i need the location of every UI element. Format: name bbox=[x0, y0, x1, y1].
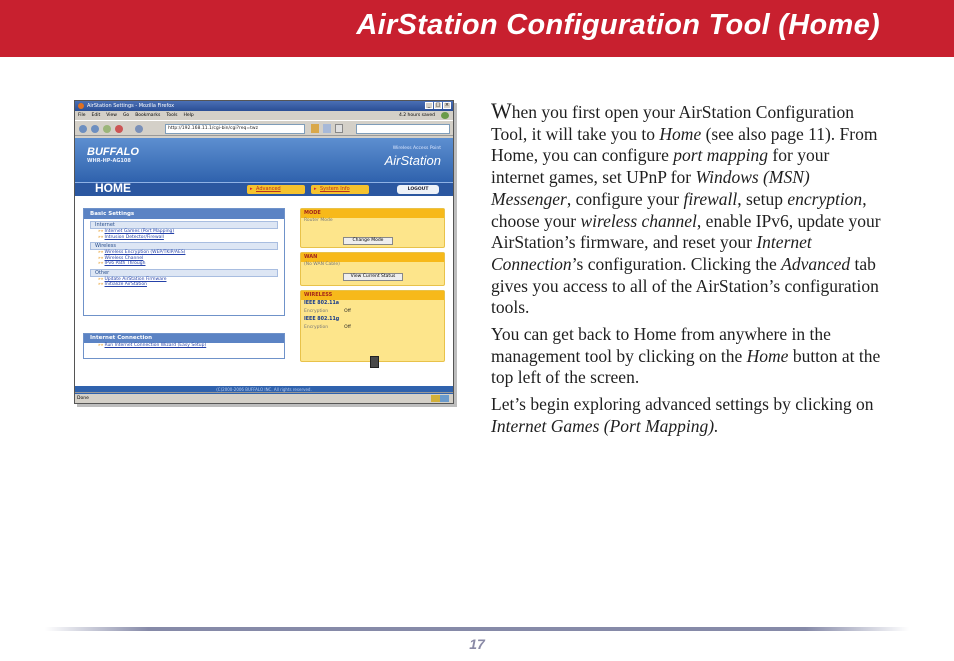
wizard-link[interactable]: »» Run Internet Connection Wizard (Easy Setup) bbox=[98, 343, 284, 349]
emphasis: Windows (MSN) Messenger bbox=[491, 167, 810, 209]
text: for your internet games, set UPnP for bbox=[491, 145, 830, 188]
saved-time: 4.2 hours saved bbox=[398, 113, 435, 118]
text: You can get back to Home from anywhere in the management tool by clicking on the bbox=[491, 324, 831, 366]
port-mapping-link[interactable]: »» Internet Games (Port Mapping) bbox=[98, 229, 284, 235]
advanced-tab[interactable]: ▸ Advanced bbox=[247, 185, 305, 194]
menu-help[interactable]: Help bbox=[183, 113, 194, 118]
band-g-label: IEEE 802.11g bbox=[304, 317, 340, 322]
browser-status-bar bbox=[75, 392, 453, 403]
airstation-logo: AirStation bbox=[384, 153, 441, 168]
emphasis: Home bbox=[659, 123, 702, 144]
firmware-link[interactable]: »» Update AirStation Firmware bbox=[98, 277, 284, 283]
logout-button[interactable]: LOGOUT bbox=[397, 185, 439, 194]
basic-settings-heading: Basic Settings bbox=[84, 209, 284, 219]
status-icons bbox=[431, 395, 449, 402]
model-name: WHR-HP-AG108 bbox=[87, 158, 131, 164]
mode-value: Router Mode bbox=[304, 218, 333, 223]
wan-note: (No WAN Cable) bbox=[304, 262, 340, 267]
text: (see also page 11). From Home, you can configure bbox=[491, 123, 878, 166]
emphasis: encryption bbox=[787, 188, 863, 209]
encryption-label: Encryption bbox=[304, 309, 329, 314]
maximize-icon[interactable]: □ bbox=[435, 102, 441, 108]
emphasis: Internet Connection bbox=[491, 232, 812, 274]
text: hen you first open your AirStation Configuration Tool, it will take you to bbox=[491, 102, 854, 144]
menu-tools[interactable]: Tools bbox=[166, 113, 178, 118]
search-input[interactable] bbox=[356, 124, 450, 134]
encryption-value: Off bbox=[344, 325, 351, 330]
page-icon[interactable] bbox=[335, 124, 343, 133]
text: tab gives you access to all of the AirStation’s configuration tools. bbox=[491, 253, 879, 318]
back-icon[interactable] bbox=[79, 125, 87, 133]
product-tag: Wireless Access Point bbox=[392, 146, 441, 151]
paragraph-intro bbox=[491, 100, 886, 319]
basic-settings-panel bbox=[83, 208, 285, 316]
emphasis: Advanced bbox=[781, 253, 851, 274]
emphasis: Internet Games (Port Mapping). bbox=[491, 415, 719, 436]
airstation-page bbox=[75, 138, 453, 394]
text: button at the top left of the screen. bbox=[491, 345, 881, 388]
menu-edit[interactable]: Edit bbox=[91, 113, 101, 118]
home-bar bbox=[75, 182, 453, 196]
encryption-value: Off bbox=[344, 309, 351, 314]
browser-menu-bar bbox=[75, 111, 453, 120]
firewall-link[interactable]: »» Intrusion Detector/Firewall bbox=[98, 235, 284, 241]
text: Let’s begin exploring advanced settings by clicking on bbox=[491, 394, 874, 415]
footer-rule bbox=[45, 627, 909, 631]
internet-connection-panel bbox=[83, 333, 285, 359]
emphasis: port mapping bbox=[673, 145, 769, 166]
ipv6-link[interactable]: »» IPv6 Path Through bbox=[98, 261, 284, 267]
internet-section: Internet bbox=[90, 221, 278, 229]
browser-window-title: AirStation Settings - Mozilla Firefox bbox=[87, 103, 175, 109]
browser-toolbar bbox=[75, 120, 453, 136]
change-mode-button[interactable]: Change Mode bbox=[343, 237, 393, 245]
drop-cap: W bbox=[491, 98, 512, 123]
band-g-encryption bbox=[301, 324, 444, 332]
text: , enable IPv6, update your AirStation’s firmware, and reset your bbox=[491, 210, 881, 253]
text: ’s configuration. Clicking the bbox=[571, 253, 782, 274]
page-number: 17 bbox=[469, 636, 485, 652]
wireless-section: Wireless bbox=[90, 242, 278, 250]
close-icon[interactable]: × bbox=[444, 102, 450, 108]
wan-card bbox=[300, 252, 445, 286]
aoss-button-icon[interactable] bbox=[370, 356, 379, 368]
initialize-link[interactable]: »» Initialize AirStation bbox=[98, 282, 284, 288]
wireless-title: WIRELESS bbox=[301, 291, 444, 300]
menu-bookmarks[interactable]: Bookmarks bbox=[135, 113, 161, 118]
channel-link[interactable]: »» Wireless Channel bbox=[98, 256, 284, 262]
menu-view[interactable]: View bbox=[106, 113, 117, 118]
wireless-card bbox=[300, 290, 445, 362]
text: , choose your bbox=[491, 188, 867, 231]
system-info-tab[interactable]: ▸ System Info bbox=[311, 185, 369, 194]
paragraph-home bbox=[491, 324, 886, 389]
airstation-screenshot bbox=[74, 100, 454, 404]
wan-title: WAN bbox=[301, 253, 444, 262]
reload-icon[interactable] bbox=[103, 125, 111, 133]
encryption-link[interactable]: »» Wireless Encryption (WEP/TKIP/AES) bbox=[98, 250, 284, 256]
paragraph-begin bbox=[491, 394, 886, 437]
emphasis: wireless channel bbox=[580, 210, 697, 231]
buffalo-banner bbox=[75, 138, 453, 182]
copyright-bar: (C)2000-2006 BUFFALO INC. All rights reserved. bbox=[75, 386, 453, 394]
view-status-button[interactable]: View Current Status bbox=[343, 273, 403, 281]
encryption-label: Encryption bbox=[304, 325, 329, 330]
header-bar bbox=[0, 0, 954, 57]
emphasis: firewall bbox=[683, 188, 738, 209]
page-title: AirStation Configuration Tool (Home) bbox=[356, 9, 880, 41]
home-icon[interactable] bbox=[135, 125, 143, 133]
home-heading: HOME bbox=[95, 181, 131, 195]
window-controls bbox=[425, 102, 451, 109]
body-text bbox=[491, 100, 886, 443]
url-input[interactable]: http://192.168.11.1/cgi-bin/cgi?req=twz bbox=[165, 124, 305, 134]
forward-icon[interactable] bbox=[91, 125, 99, 133]
bookmark-icon[interactable] bbox=[323, 124, 331, 133]
minimize-icon[interactable]: _ bbox=[425, 102, 433, 109]
stop-icon[interactable] bbox=[115, 125, 123, 133]
menu-file[interactable]: File bbox=[78, 113, 86, 118]
feed-icon[interactable] bbox=[311, 124, 319, 133]
status-text: Done bbox=[77, 396, 89, 401]
firefox-icon bbox=[78, 103, 84, 109]
text: , configure your bbox=[566, 188, 684, 209]
mode-card bbox=[300, 208, 445, 248]
buffalo-logo: BUFFALO bbox=[87, 146, 139, 158]
status-icon bbox=[441, 112, 449, 119]
internet-connection-heading: Internet Connection bbox=[84, 334, 284, 343]
text: , setup bbox=[737, 188, 788, 209]
other-section: Other bbox=[90, 269, 278, 277]
browser-title-bar bbox=[75, 101, 453, 111]
menu-go[interactable]: Go bbox=[122, 113, 130, 118]
mode-title: MODE bbox=[301, 209, 444, 218]
band-a-label: IEEE 802.11a bbox=[304, 301, 340, 306]
emphasis: Home bbox=[746, 345, 789, 366]
band-a-encryption bbox=[301, 308, 444, 316]
